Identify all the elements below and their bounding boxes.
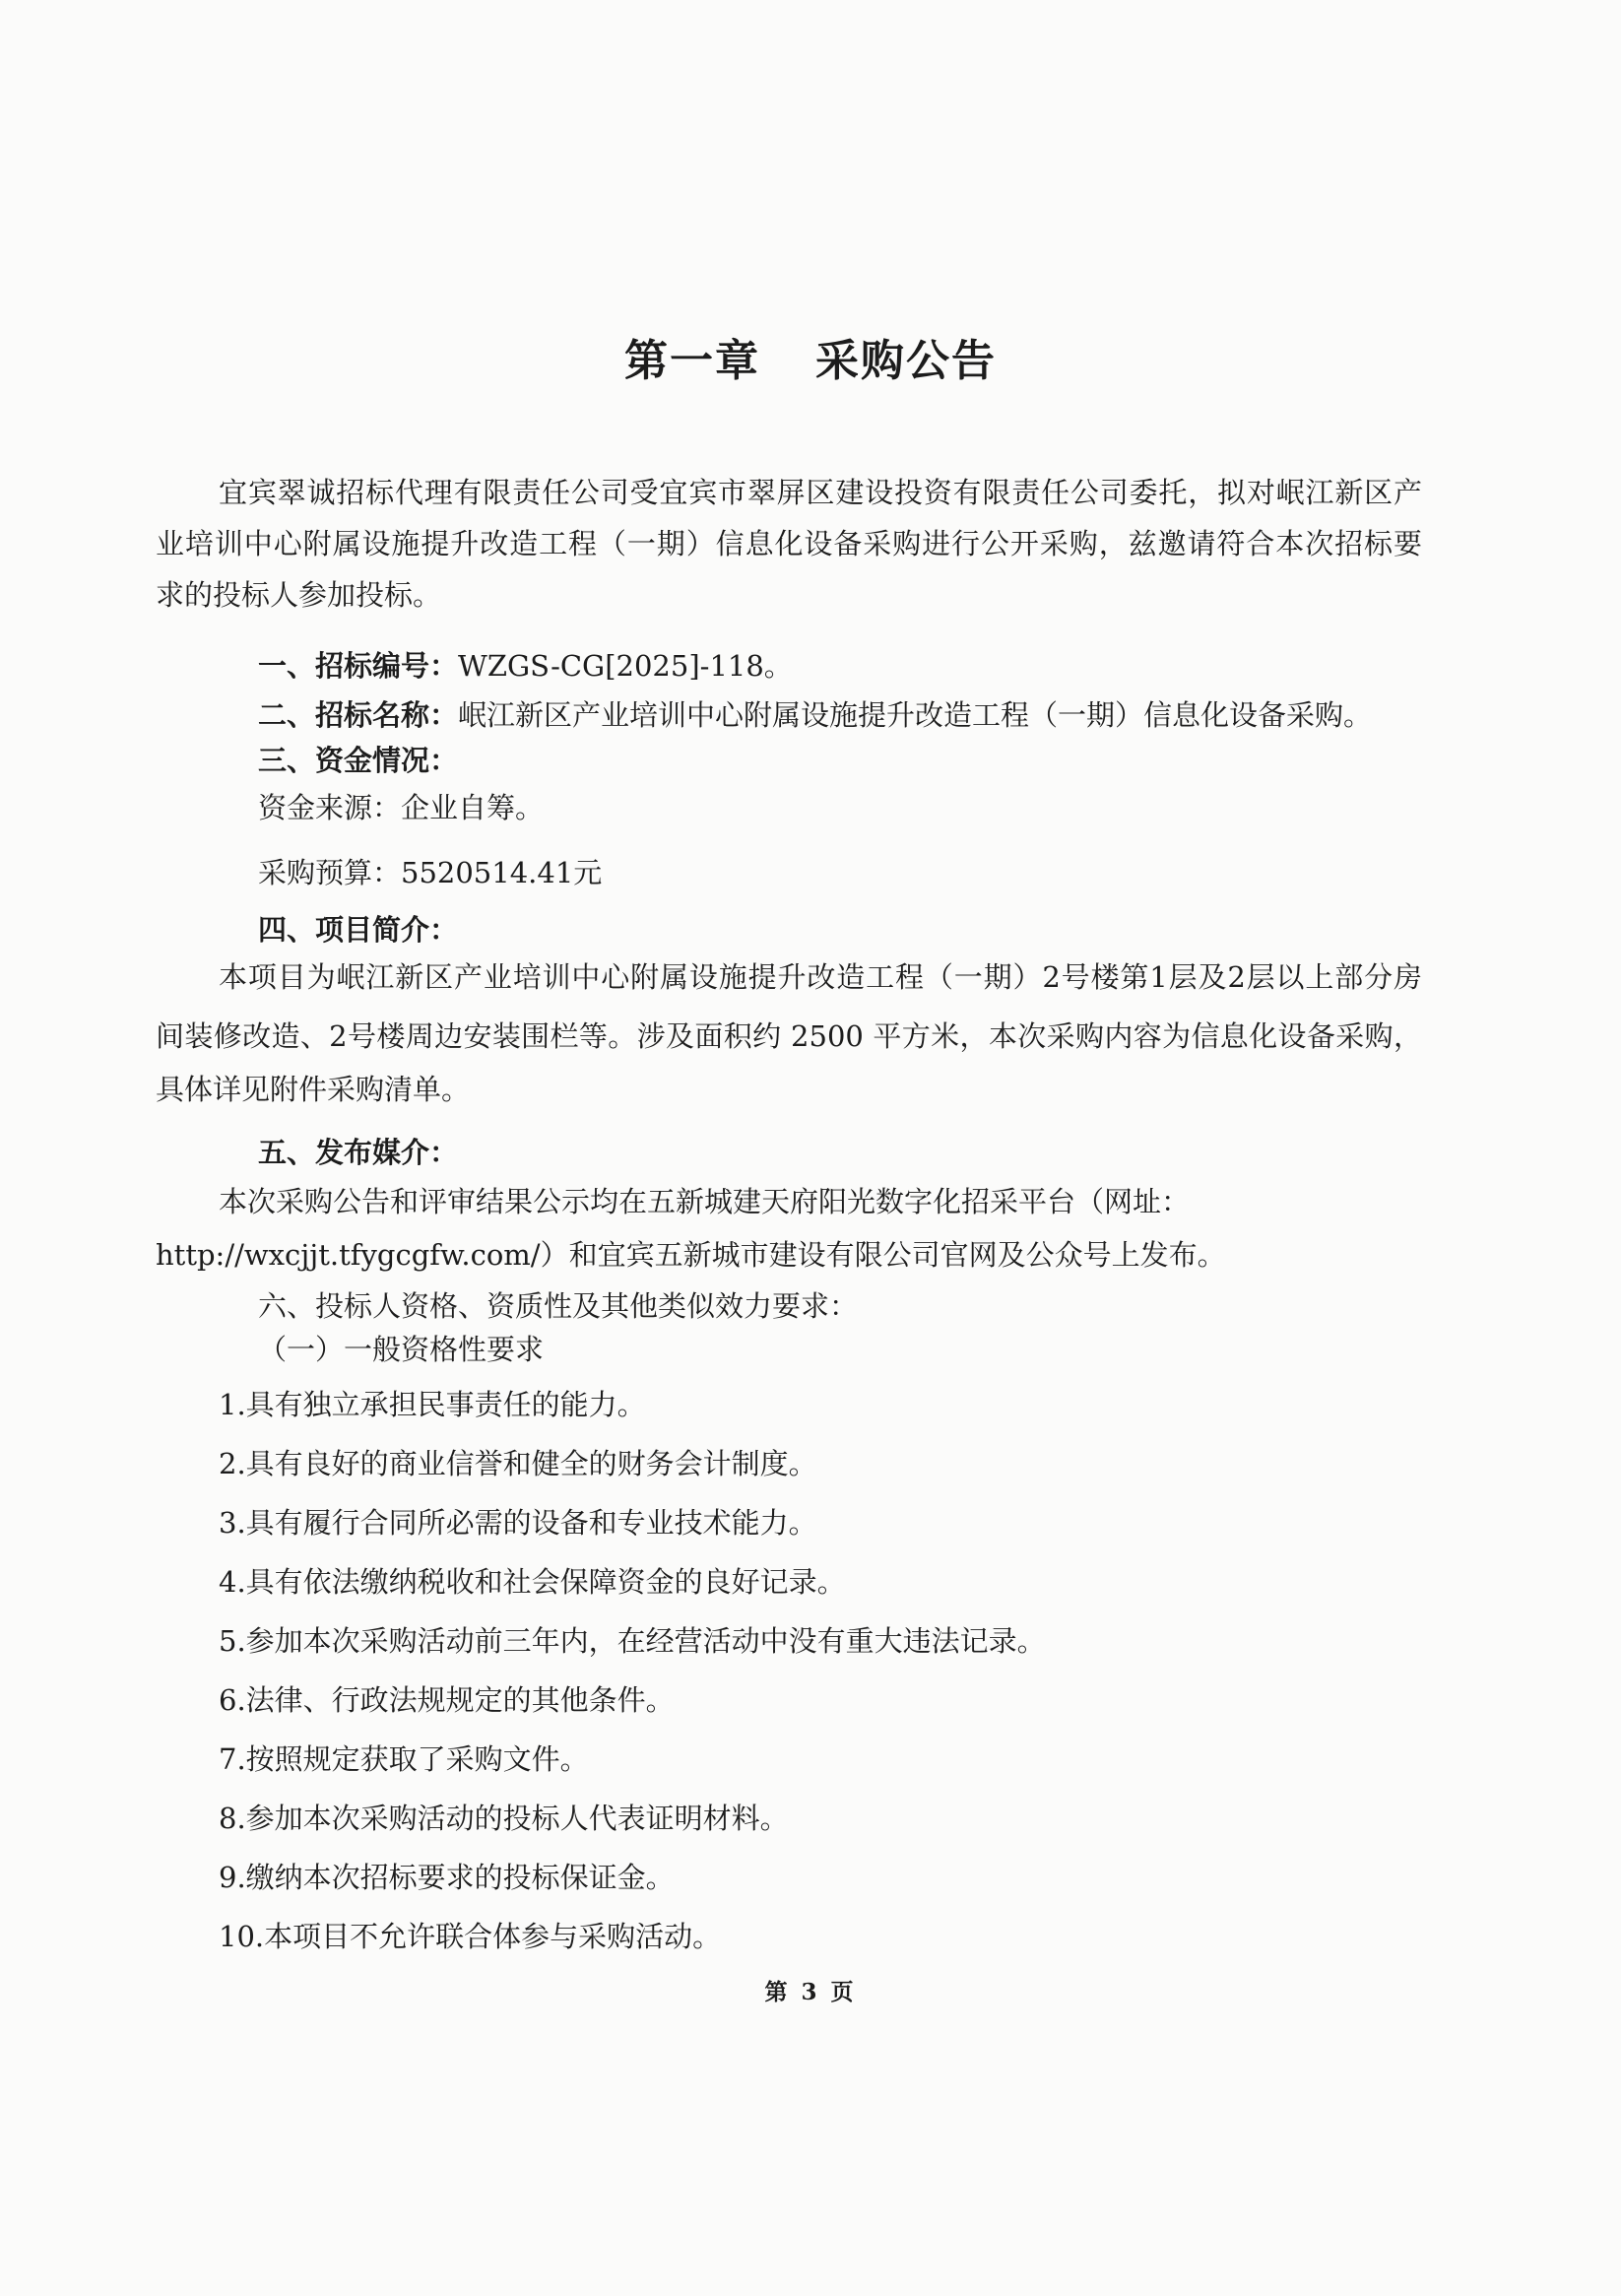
requirement-item: 2.具有良好的商业信誉和健全的财务会计制度。 [219, 1447, 817, 1480]
tender-number-label: 一、招标编号： [258, 649, 459, 683]
tender-name [258, 695, 1372, 735]
chapter-name: 采购公告 [815, 336, 997, 386]
funds-source: 资金来源：企业自筹。 [258, 791, 545, 824]
intro-line-2: 业培训中心附属设施提升改造工程（一期）信息化设备采购进行公开采购，兹邀请符合本次招标要 [156, 527, 1422, 560]
chapter-title [0, 325, 1621, 388]
media-line-1: 本次采购公告和评审结果公示均在五新城建天府阳光数字化招采平台（网址： [219, 1185, 1191, 1218]
requirement-item: 4.具有依法缴纳税收和社会保障资金的良好记录。 [219, 1565, 846, 1599]
qualification-heading: 六、投标人资格、资质性及其他类似效力要求： [258, 1289, 859, 1323]
tender-name-label: 二、招标名称： [258, 698, 459, 732]
requirement-item: 1.具有独立承担民事责任的能力。 [219, 1388, 646, 1421]
project-heading: 四、项目简介： [258, 913, 459, 947]
intro-line-1: 宜宾翠诚招标代理有限责任公司受宜宾市翠屏区建设投资有限责任公司委托，拟对岷江新区产 [219, 476, 1422, 509]
requirement-item: 3.具有履行合同所必需的设备和专业技术能力。 [219, 1506, 817, 1540]
purchase-budget: 采购预算：5520514.41元 [258, 856, 603, 889]
project-line-2: 间装修改造、2号楼周边安装围栏等。涉及面积约 2500 平方米，本次采购内容为信息化设备采购， [156, 1019, 1422, 1053]
requirement-item: 7.按照规定获取了采购文件。 [219, 1742, 589, 1776]
requirement-item: 8.参加本次采购活动的投标人代表证明材料。 [219, 1802, 789, 1835]
chapter-number: 第一章 [624, 336, 760, 386]
media-heading: 五、发布媒介： [258, 1136, 459, 1169]
qualification-subheading: （一）一般资格性要求 [258, 1333, 545, 1366]
tender-name-value: 岷江新区产业培训中心附属设施提升改造工程（一期）信息化设备采购。 [458, 698, 1373, 732]
project-line-1: 本项目为岷江新区产业培训中心附属设施提升改造工程（一期）2号楼第1层及2层以上部分房 [219, 960, 1422, 994]
intro-line-3: 求的投标人参加投标。 [156, 578, 442, 612]
requirement-item: 6.法律、行政法规规定的其他条件。 [219, 1683, 675, 1717]
project-line-3: 具体详见附件采购清单。 [156, 1073, 471, 1106]
tender-number-value: WZGS-CG[2025]-118。 [458, 649, 793, 683]
funds-heading: 三、资金情况： [258, 744, 459, 777]
requirement-item: 9.缴纳本次招标要求的投标保证金。 [219, 1861, 675, 1894]
media-line-2: http://wxcjjt.tfygcgfw.com/）和宜宾五新城市建设有限公司官网及公众号上发布。 [156, 1238, 1226, 1272]
tender-number [258, 646, 793, 686]
page-number: 第 3 页 [764, 1979, 857, 2005]
requirement-item: 5.参加本次采购活动前三年内，在经营活动中没有重大违法记录。 [219, 1624, 1046, 1658]
requirement-item: 10.本项目不允许联合体参与采购活动。 [219, 1920, 722, 1953]
